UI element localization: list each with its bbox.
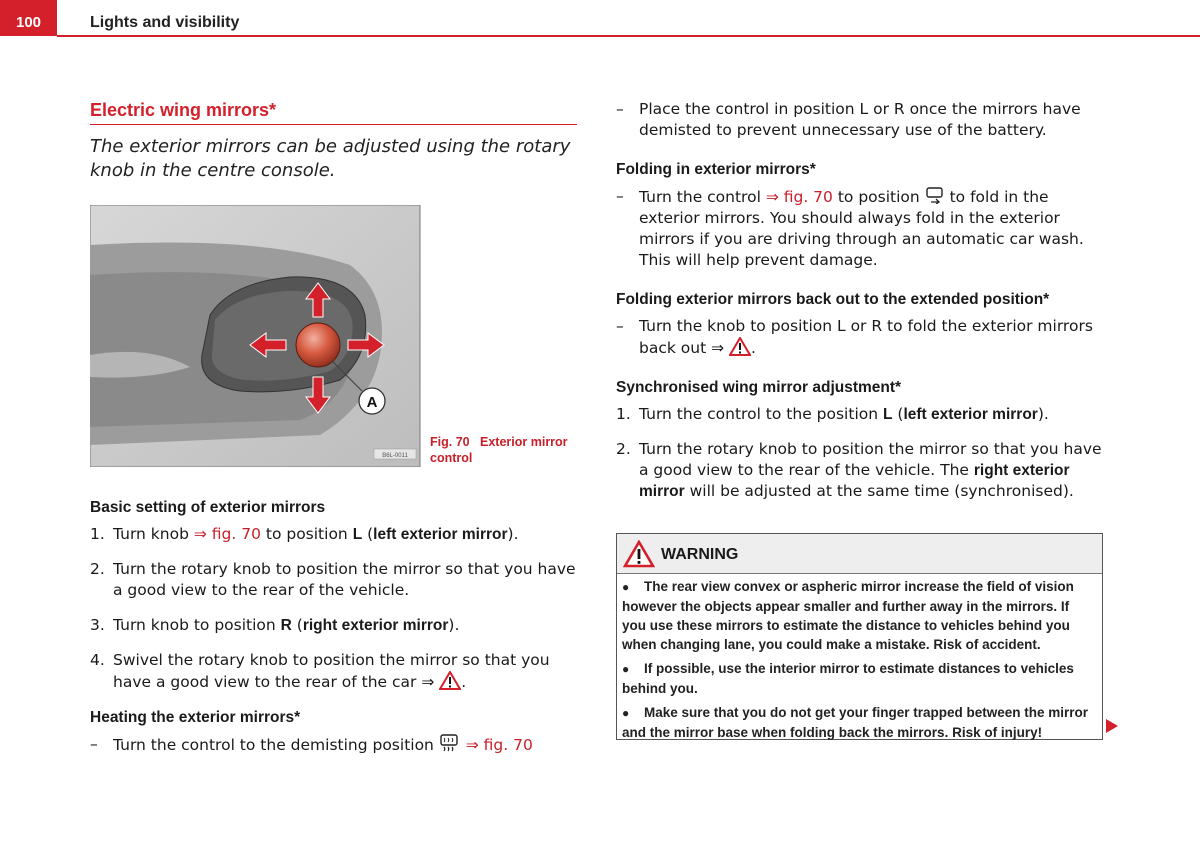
list-item: 1. Turn the control to the position L (left exterior mirror). — [616, 405, 1049, 423]
basic-heading: Basic setting of exterior mirrors — [90, 499, 326, 516]
chapter-title: Lights and visibility — [90, 14, 240, 31]
fig-link[interactable]: ⇒ fig. 70 — [465, 736, 533, 754]
folding-out-steps — [616, 316, 1103, 359]
warning-header — [617, 534, 1102, 574]
list-item: – Turn the control to the demisting position ⇒ fig. 70 — [90, 735, 533, 754]
section-intro: The exterior mirrors can be adjusted using the rotary knob in the centre console. — [90, 136, 571, 181]
figure-caption — [430, 434, 580, 466]
warning-box — [616, 533, 1103, 740]
mirror-control-illustration — [90, 205, 430, 467]
list-item: – Turn the control ⇒ fig. 70 to position to fold in the exterior mirrors. You should always fold in the exterior mirrors if you are driving through an automatic car wash. This will help prevent damage. — [616, 187, 1084, 269]
warning-triangle-icon — [439, 671, 461, 690]
warning-item: ● Make sure that you do not get your finger trapped between the mirror and the mirror base when folding back the mirrors. Risk of injury! — [622, 705, 1089, 740]
mirror-fold-icon — [925, 186, 945, 204]
list-item: 1. Turn knob ⇒ fig. 70 to position L (left exterior mirror). — [90, 525, 519, 543]
right-column — [616, 99, 1103, 516]
warning-item: ● The rear view convex or aspheric mirror increase the field of vision however the objects appear smaller and further away in the mirrors. If you use these mirrors to estimate the distance to vehicles behind you when changing lane, you could make a mistake. Risk of accident. — [622, 579, 1074, 652]
sync-heading: Synchronised wing mirror adjustment* — [616, 379, 902, 396]
list-item: – Place the control in position L or R once the mirrors have demisted to prevent unnecessary use of the battery. — [616, 100, 1081, 139]
folding-in-heading: Folding in exterior mirrors* — [616, 161, 816, 178]
fig-link[interactable]: ⇒ fig. 70 — [193, 525, 261, 543]
warning-item: ● If possible, use the interior mirror to estimate distances to vehicles behind you. — [622, 661, 1074, 696]
folding-in-steps — [616, 186, 1103, 271]
list-item: – Turn the knob to position L or R to fold the exterior mirrors back out ⇒ . — [616, 317, 1093, 357]
section-title: Electric wing mirrors* — [90, 100, 577, 125]
sync-steps — [616, 404, 1103, 502]
warning-body — [617, 574, 1102, 742]
label-a: A — [366, 394, 378, 411]
header-rule — [57, 35, 1200, 37]
heating-steps — [90, 734, 577, 756]
figure-caption-text: Exterior mirror control — [430, 435, 568, 465]
page-number: 100 — [15, 14, 42, 31]
heating-steps-continued — [616, 99, 1103, 141]
left-column — [90, 98, 577, 756]
folding-out-heading: Folding exterior mirrors back out to the extended position* — [616, 291, 1050, 308]
list-item: 3. Turn knob to position R (right exterior mirror). — [90, 616, 460, 634]
warning-triangle-icon — [623, 540, 655, 568]
list-item: 4. Swivel the rotary knob to position the mirror so that you have a good view to the rear of the car ⇒ . — [90, 651, 550, 691]
next-page-arrow-icon[interactable] — [1106, 719, 1118, 733]
figure-70 — [90, 205, 577, 467]
figure-caption-number: Fig. 70 — [430, 435, 470, 449]
figure-code: B6L-0011 — [382, 453, 408, 459]
fig-link[interactable]: ⇒ fig. 70 — [765, 188, 833, 206]
list-item: 2. Turn the rotary knob to position the mirror so that you have a good view to the rear of the vehicle. — [90, 560, 576, 599]
warning-triangle-icon — [729, 337, 751, 356]
list-item: 2. Turn the rotary knob to position the mirror so that you have a good view to the rear of the vehicle. The right exterior mirror will be adjusted at the same time (synchronised). — [616, 440, 1102, 500]
mirror-heating-icon — [439, 734, 461, 752]
warning-title: WARNING — [661, 546, 739, 563]
basic-steps — [90, 524, 577, 693]
heating-heading: Heating the exterior mirrors* — [90, 709, 301, 726]
page-number-box — [0, 0, 57, 36]
